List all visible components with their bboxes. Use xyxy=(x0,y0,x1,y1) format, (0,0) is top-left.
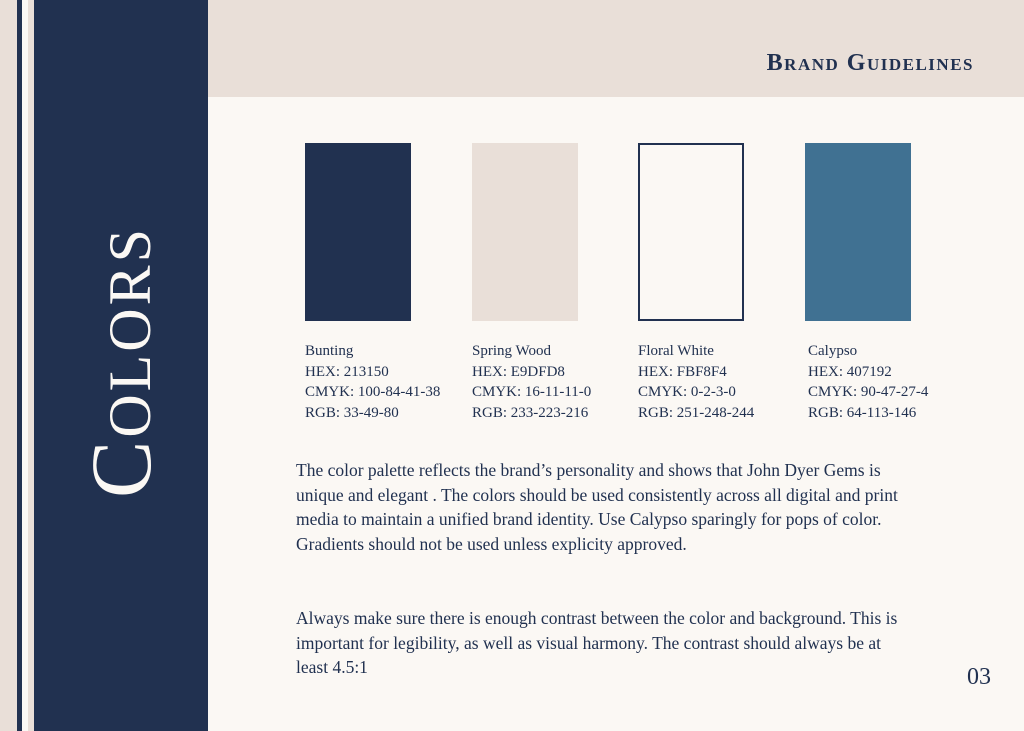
page-number: 03 xyxy=(967,664,991,690)
swatch-cmyk: CMYK: 90-47-27-4 xyxy=(808,384,929,400)
swatch-name: Floral White xyxy=(638,343,714,359)
swatch-name: Spring Wood xyxy=(472,343,551,359)
swatch-rgb: RGB: 251-248-244 xyxy=(638,404,755,421)
left-white-stripe xyxy=(22,0,28,731)
header-band xyxy=(208,0,1024,97)
swatch-rgb: RGB: 233-223-216 xyxy=(472,404,589,421)
section-title: Colors xyxy=(73,225,169,499)
header-title: Brand Guidelines xyxy=(766,50,974,76)
swatch-bunting xyxy=(305,143,411,321)
swatch-hex: HEX: 213150 xyxy=(305,363,389,380)
swatch-name: Bunting xyxy=(305,343,354,359)
swatch-info-spring-wood xyxy=(472,341,591,423)
swatch-name: Calypso xyxy=(808,343,858,359)
swatch-info-calypso xyxy=(808,341,928,423)
swatch-cmyk: CMYK: 0-2-3-0 xyxy=(638,384,736,400)
swatch-cmyk: CMYK: 100-84-41-38 xyxy=(305,384,441,400)
body-paragraph-palette: The color palette reflects the brand’s personality and shows that John Dyer Gems is unique and elegant . The colors should be used consistently across all digital and print media to maintain a unified brand identity. Use Calypso sparingly for pops of color. Gradients should not be used unless explicity approved. xyxy=(296,460,898,554)
swatch-calypso xyxy=(805,143,911,321)
swatch-info-floral-white xyxy=(638,341,754,423)
body-paragraph-contrast: Always make sure there is enough contrast between the color and background. This is important for legibility, as well as visual harmony. The contrast should always be at least 4.5:1 xyxy=(296,608,898,677)
swatch-floral-white xyxy=(638,143,744,321)
swatch-info-bunting xyxy=(305,341,440,423)
swatch-rgb: RGB: 33-49-80 xyxy=(305,404,399,421)
swatch-cmyk: CMYK: 16-11-11-0 xyxy=(472,384,592,400)
swatch-hex: HEX: E9DFD8 xyxy=(472,363,565,380)
swatch-hex: HEX: 407192 xyxy=(808,363,892,380)
swatch-rgb: RGB: 64-113-146 xyxy=(808,404,917,421)
swatch-spring-wood xyxy=(472,143,578,321)
swatch-hex: HEX: FBF8F4 xyxy=(638,363,727,380)
